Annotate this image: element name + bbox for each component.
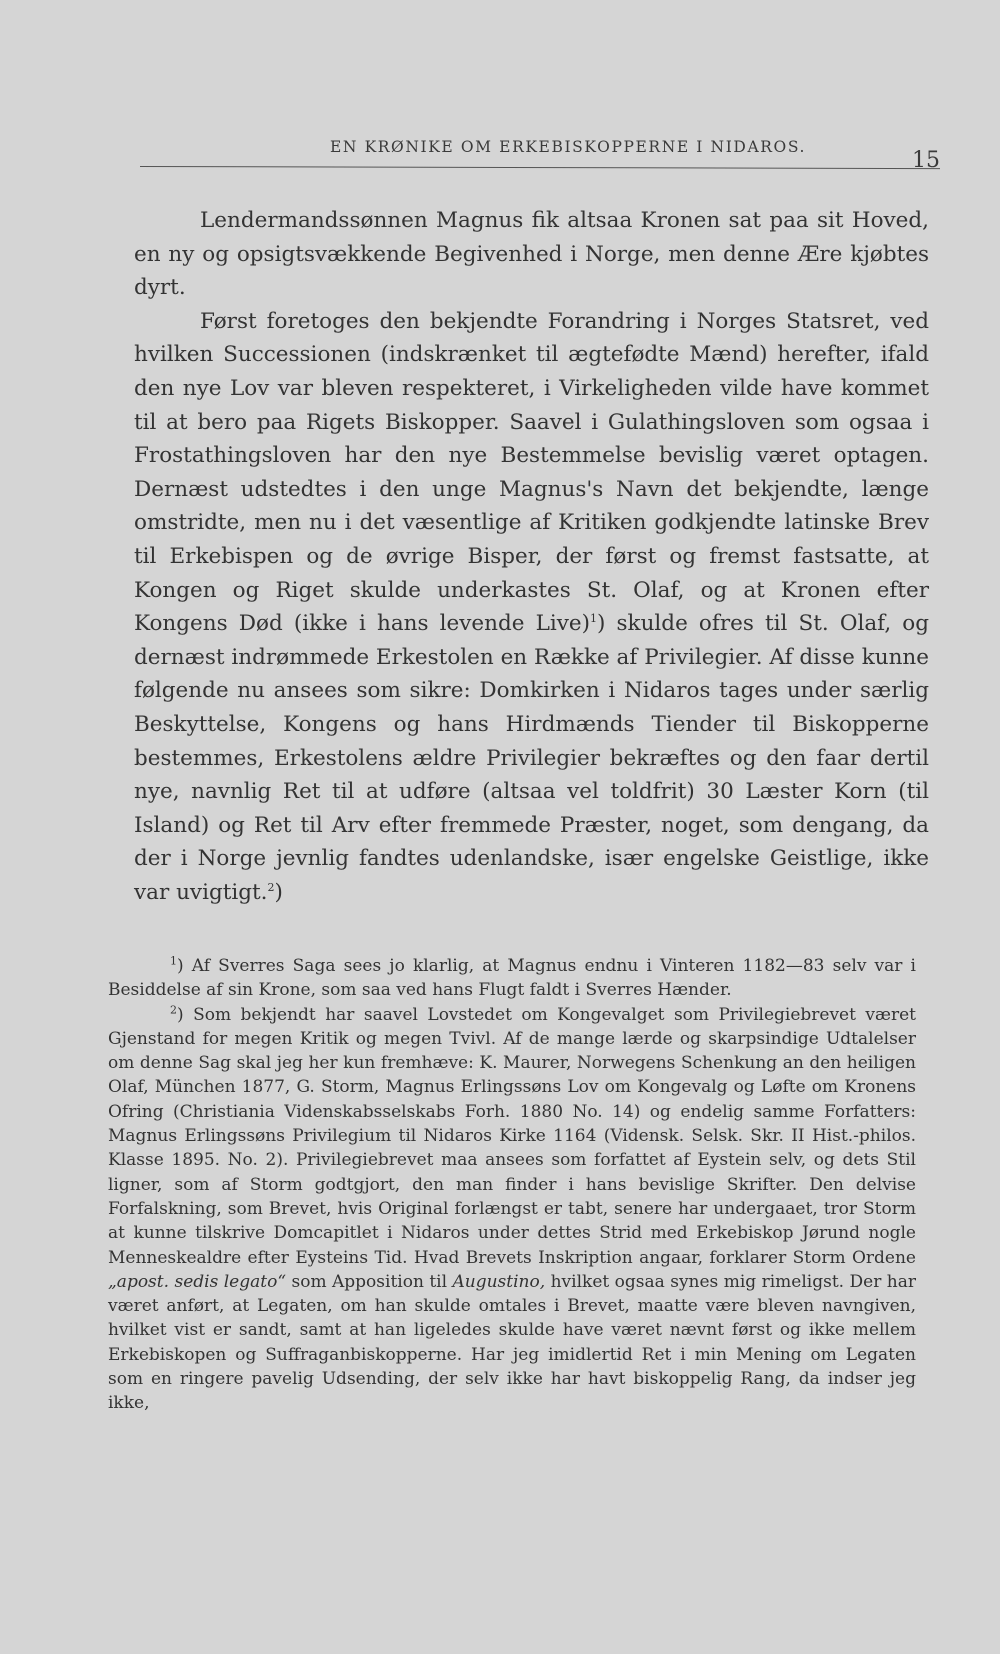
running-head xyxy=(140,138,940,172)
footnote-2-italic-2: Augustino, xyxy=(452,1271,546,1292)
paragraph-1: Lendermandssønnen Magnus fik altsaa Kronen sat paa sit Hoved, en ny og opsigtsvækkende Begivenhed i Norge, men denne Ære kjøbtes dyrt. xyxy=(134,208,929,301)
footnote-ref-2: 2 xyxy=(267,880,275,894)
footnotes xyxy=(108,954,916,1416)
main-text xyxy=(134,204,929,909)
header-rule xyxy=(140,166,940,169)
paragraph-2-part-b: ) skulde ofres til St. Olaf, og dernæst indrømmede Erkestolen en Række af Privilegier. Af disse kunne følgende nu ansees som sikre: Domkirken i Nidaros tages under særlig Beskyttelse, Kongens og hans Hirdmænds Tiender til Biskopperne bestemmes, Erkestolens ældre Privilegier bekræftes og den faar dertil nye, navnlig Ret til at udføre (altsaa vel toldfrit) 30 Læster Korn (til Island) og Ret til Arv efter fremmede Præster, noget, som dengang, da der i Norge jevnlig fandtes udenlandske, især engelske Geistlige, ikke var uvigtigt. xyxy=(134,611,929,905)
paragraph-2-part-a: Først foretoges den bekjendte Forandring i Norges Statsret, ved hvilken Successionen (indskrænket til ægtefødte Mænd) herefter, ifald den nye Lov var bleven respekteret, i Virkeligheden vilde have kommet til at bero paa Rigets Biskopper. Saavel i Gulathingsloven som ogsaa i Frostathingsloven har den nye Bestemmelse bevislig været optagen. Dernæst udstedtes i den unge Magnus's Navn det bekjendte, længe omstridte, men nu i det væsentlige af Kritiken godkjendte latinske Brev til Erkebispen og de øvrige Bisper, der først og fremst fastsatte, at Kongen og Riget skulde underkastes St. Olaf, og at Kronen efter Kongens Død (ikke i hans levende Live) xyxy=(134,308,929,637)
footnote-1 xyxy=(108,954,916,1003)
footnote-2-label: 2 xyxy=(170,1002,177,1016)
footnote-2-text-b: som Apposition til xyxy=(286,1271,453,1292)
footnote-2-text-c: hvilket ogsaa synes mig rimeligst. Der har været anført, at Legaten, om han skulde omtales i Brevet, maatte være bleven navngiven, hvilket vist er sandt, samt at han ligeledes skulde have været nævnt først og ikke mellem Erkebiskopen og Suffraganbiskopperne. Har jeg imidlertid Ret i min Mening om Legaten som en ringere pavelig Udsending, der selv ikke har havt biskoppelig Rang, da indser jeg ikke, xyxy=(108,1271,916,1414)
paragraph-2 xyxy=(134,305,929,910)
footnote-1-text: ) Af Sverres Saga sees jo klarlig, at Magnus endnu i Vinteren 1182—83 selv var i Besiddelse af sin Krone, som saa ved hans Flugt faldt i Sverres Hænder. xyxy=(108,956,916,1001)
page-number: 15 xyxy=(912,148,940,173)
footnote-2 xyxy=(108,1003,916,1416)
footnote-2-text-a: ) Som bekjendt har saavel Lovstedet om Kongevalget som Privilegiebrevet været Gjenstand for megen Kritik og megen Tvivl. Af de mange lærde og skarpsindige Udtalelser om denne Sag skal jeg her kun fremhæve: K. Maurer, Norwegens Schenkung an den heiligen Olaf, München 1877, G. Storm, Magnus Erlingssøns Lov om Kongevalg og Løfte om Kronens Ofring (Christiania Videnskabsselskabs Forh. 1880 No. 14) og endelig samme Forfatters: Magnus Erlingssøns Privilegium til Nidaros Kirke 1164 (Vidensk. Selsk. Skr. II Hist.-philos. Klasse 1895. No. 2). Privilegiebrevet maa ansees som forfattet af Eystein selv, og dets Stil ligner, som af Storm godtgjort, den man finder i hans bevislige Skrifter. Den delvise Forfalskning, som Brevet, hvis Original forlængst er tabt, senere har undergaaet, tror Storm at kunne tilskrive Domcapitlet i Nidaros under dettes Strid med Erkebiskop Jørund nogle Menneskealdre efter Eysteins Tid. Hvad Brevets Inskription angaar, forklarer Storm Ordene xyxy=(108,1004,916,1268)
footnote-ref-1: 1 xyxy=(590,611,598,625)
footnote-1-label: 1 xyxy=(170,954,177,968)
paragraph-2-part-c: ) xyxy=(274,879,283,905)
footnote-2-italic-1: „apost. sedis legato“ xyxy=(108,1271,287,1292)
running-title: EN KRØNIKE OM ERKEBISKOPPERNE I NIDAROS. xyxy=(330,138,807,156)
